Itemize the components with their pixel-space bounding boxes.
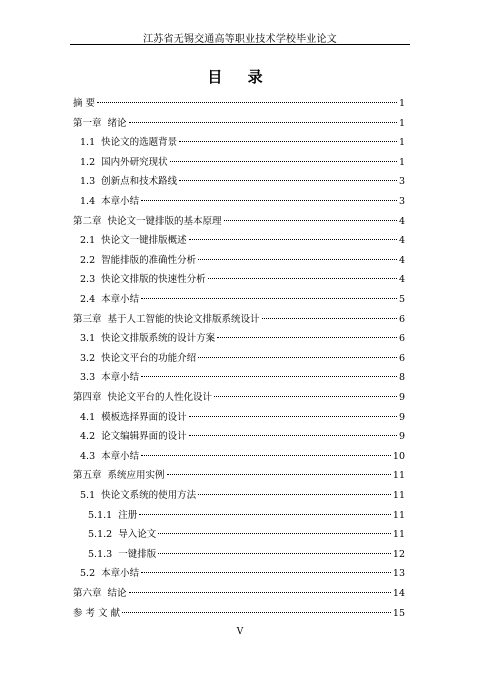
- toc-entry-page: 11: [392, 510, 405, 521]
- toc-entry[interactable]: [80, 255, 405, 267]
- toc-entry-label: 本章小结: [101, 451, 140, 462]
- toc-entry-label: 注册: [118, 510, 138, 521]
- toc-entry-number: 1.3: [80, 176, 96, 187]
- toc-dot-leader: [198, 259, 397, 260]
- toc-entry-page: 3: [398, 196, 405, 207]
- toc-dot-leader: [189, 239, 397, 240]
- toc-entry[interactable]: [73, 608, 405, 620]
- toc-dot-leader: [179, 141, 397, 142]
- toc-entry-label: 导入论文: [118, 529, 157, 540]
- toc-entry-number: 3.2: [80, 353, 96, 364]
- toc-entry-page: 6: [398, 333, 405, 344]
- toc-dot-leader: [170, 161, 397, 162]
- toc-entry[interactable]: [80, 235, 405, 247]
- toc-dot-leader: [141, 572, 391, 573]
- toc-entry-page: 9: [398, 412, 405, 423]
- toc-entry[interactable]: [80, 157, 405, 169]
- toc-entry-page: 10: [392, 451, 405, 462]
- toc-dot-leader: [198, 357, 397, 358]
- toc-dot-leader: [141, 376, 397, 377]
- toc-entry[interactable]: [80, 568, 405, 580]
- toc-entry[interactable]: [88, 510, 405, 522]
- toc-entry-number: 1.4: [80, 196, 96, 207]
- toc-entry-label: 快论文排版系统的设计方案: [101, 333, 216, 344]
- toc-entry[interactable]: [80, 412, 405, 424]
- toc-entry[interactable]: [80, 490, 405, 502]
- toc-entry-number: 第三章: [73, 314, 102, 325]
- toc-entry-label: 快论文一键排版概述: [101, 235, 187, 246]
- toc-entry[interactable]: [80, 196, 405, 208]
- toc-dot-leader: [189, 416, 397, 417]
- toc-dot-leader: [97, 102, 397, 103]
- toc-entry-number: 5.1.3: [88, 549, 113, 560]
- toc-entry-page: 11: [392, 529, 405, 540]
- toc-entry-number: 2.2: [80, 255, 96, 266]
- toc-dot-leader: [129, 592, 391, 593]
- toc-entry-label: 快论文的选题背景: [101, 137, 178, 148]
- toc-dot-leader: [224, 220, 397, 221]
- toc-entry[interactable]: [80, 294, 405, 306]
- toc-dot-leader: [208, 278, 397, 279]
- toc-entry-page: 6: [398, 314, 405, 325]
- toc-dot-leader: [129, 122, 397, 123]
- toc-entry[interactable]: [73, 588, 405, 600]
- toc-entry-number: 第四章: [73, 392, 102, 403]
- header-rule: [70, 44, 410, 45]
- toc-entry-label: 一键排版: [118, 549, 157, 560]
- toc-entry-label: 本章小结: [101, 372, 140, 383]
- toc-entry-number: 3.3: [80, 372, 96, 383]
- toc-entry[interactable]: [80, 137, 405, 149]
- toc-entry-number: 5.1.2: [88, 529, 113, 540]
- toc-entry[interactable]: [73, 118, 405, 130]
- toc-entry[interactable]: [88, 549, 405, 561]
- toc-entry-label: 系统应用实例: [107, 470, 165, 481]
- toc-entry-number: 2.1: [80, 235, 96, 246]
- toc-entry-label: 本章小结: [101, 294, 140, 305]
- toc-entry-number: 2.4: [80, 294, 96, 305]
- toc-dot-leader: [141, 298, 397, 299]
- toc-entry-label: 创新点和技术路线: [101, 176, 178, 187]
- toc-entry[interactable]: [80, 274, 405, 286]
- toc-entry[interactable]: [80, 451, 405, 463]
- toc-entry-number: 4.3: [80, 451, 96, 462]
- toc-entry-page: 9: [398, 392, 405, 403]
- toc-entry-page: 15: [392, 608, 405, 619]
- toc-entry-label: 快论文排版的快速性分析: [101, 274, 206, 285]
- toc-entry-label: 结论: [107, 588, 127, 599]
- toc-entry-label: 论文编辑界面的设计: [101, 431, 187, 442]
- toc-dot-leader: [158, 553, 391, 554]
- toc-entry-number: 1.2: [80, 157, 96, 168]
- toc-entry-page: 4: [398, 235, 405, 246]
- toc-entry-label: 快论文系统的使用方法: [101, 490, 197, 501]
- page-number: V: [236, 627, 244, 637]
- toc-entry-label: 基于人工智能的快论文排版系统设计: [107, 314, 260, 325]
- toc-entry-label: 本章小结: [101, 568, 140, 579]
- toc-entry[interactable]: [73, 314, 405, 326]
- toc-entry-number: 2.3: [80, 274, 96, 285]
- toc-entry-label: 快论文一键排版的基本原理: [107, 216, 222, 227]
- toc-dot-leader: [167, 474, 391, 475]
- toc-entry-page: 4: [398, 274, 405, 285]
- toc-dot-leader: [214, 396, 397, 397]
- toc-entry-label: 模板选择界面的设计: [101, 412, 187, 423]
- toc-entry-page: 4: [398, 255, 405, 266]
- toc-entry[interactable]: [80, 333, 405, 345]
- toc-entry-page: 1: [398, 98, 405, 109]
- toc-entry-page: 11: [392, 470, 405, 481]
- toc-entry[interactable]: [80, 353, 405, 365]
- toc-entry-page: 3: [398, 176, 405, 187]
- toc-entry[interactable]: [73, 470, 405, 482]
- toc-entry-page: 12: [392, 549, 405, 560]
- toc-entry-label: 绪论: [107, 118, 127, 129]
- toc-entry-page: 8: [398, 372, 405, 383]
- toc-dot-leader: [141, 200, 397, 201]
- toc-entry-page: 14: [392, 588, 405, 599]
- toc-dot-leader: [189, 435, 397, 436]
- toc-dot-leader: [139, 514, 391, 515]
- toc-entry[interactable]: [80, 431, 405, 443]
- toc-entry[interactable]: [80, 372, 405, 384]
- toc-entry-page: 1: [398, 118, 405, 129]
- toc-entry-number: 第二章: [73, 216, 102, 227]
- toc-entry[interactable]: [88, 529, 405, 541]
- toc-dot-leader: [158, 533, 391, 534]
- toc-entry-label: 国内外研究现状: [101, 157, 168, 168]
- toc-entry[interactable]: [73, 392, 405, 404]
- toc-entry-page: 1: [398, 157, 405, 168]
- toc-entry-page: 1: [398, 137, 405, 148]
- toc-dot-leader: [262, 318, 397, 319]
- toc-entry-page: 6: [398, 353, 405, 364]
- toc-entry-number: 第一章: [73, 118, 102, 129]
- toc-entry-number: 4.2: [80, 431, 96, 442]
- toc-entry-number: 5.1.1: [88, 510, 113, 521]
- toc-entry-page: 11: [392, 490, 405, 501]
- toc-entry-number: 1.1: [80, 137, 96, 148]
- toc-entry[interactable]: [73, 216, 405, 228]
- toc-entry-page: 4: [398, 216, 405, 227]
- toc-entry-label: 快论文平台的人性化设计: [107, 392, 213, 403]
- toc-entry-number: 3.1: [80, 333, 96, 344]
- toc-entry-label: 快论文平台的功能介绍: [101, 353, 197, 364]
- toc-entry-label: 智能排版的准确性分析: [101, 255, 197, 266]
- toc-dot-leader: [122, 612, 391, 613]
- toc-dot-leader: [217, 337, 397, 338]
- toc-entry-page: 13: [392, 568, 405, 579]
- toc-entry-number: 第五章: [73, 470, 102, 481]
- toc-entry[interactable]: [80, 176, 405, 188]
- toc-entry-page: 5: [398, 294, 405, 305]
- toc-dot-leader: [179, 180, 397, 181]
- toc-entry-page: 9: [398, 431, 405, 442]
- toc-entry-number: 5.1: [80, 490, 96, 501]
- toc-entry-number: 4.1: [80, 412, 96, 423]
- toc-entry-number: 第六章: [73, 588, 102, 599]
- toc-entry[interactable]: [73, 98, 405, 110]
- toc-entry-label: 参 考 文 献: [73, 608, 121, 619]
- toc-dot-leader: [141, 455, 391, 456]
- toc-dot-leader: [198, 494, 391, 495]
- toc-entry-number: 5.2: [80, 568, 96, 579]
- toc-entry-label: 本章小结: [101, 196, 140, 207]
- toc-entry-label: 摘 要: [73, 98, 96, 109]
- toc-title: 目 录: [207, 68, 273, 86]
- running-header: 江苏省无锡交通高等职业技术学校毕业论文: [143, 34, 337, 45]
